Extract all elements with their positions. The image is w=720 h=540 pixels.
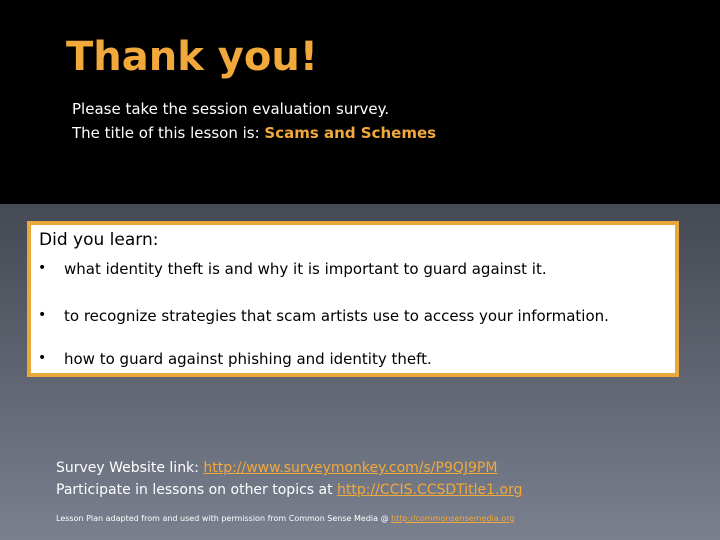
credit-link[interactable]: http://commonsensemedia.org — [391, 514, 515, 523]
title-banner — [0, 0, 720, 204]
lesson-title: Scams and Schemes — [264, 124, 437, 142]
lesson-title-line — [72, 121, 436, 145]
bullet-icon: • — [38, 260, 47, 276]
list-item-text: what identity theft is and why it is important to guard against it. — [64, 260, 547, 278]
participate-link[interactable]: http://CCIS.CCSDTitle1.org — [337, 482, 523, 498]
survey-instruction: Please take the session evaluation survey. — [72, 100, 390, 118]
survey-link-label: Survey Website link: — [56, 460, 204, 476]
slide-title: Thank you! — [66, 34, 319, 80]
participate-line — [56, 479, 523, 501]
participate-label: Participate in lessons on other topics at — [56, 482, 338, 498]
survey-link[interactable]: http://www.surveymonkey.com/s/P9QJ9PM — [203, 460, 498, 476]
bullet-icon: • — [38, 307, 47, 323]
learning-objectives-box — [27, 221, 679, 377]
bullet-icon: • — [38, 350, 47, 366]
lesson-title-prefix: The title of this lesson is: — [72, 124, 265, 142]
list-item-text: to recognize strategies that scam artists use to access your information. — [64, 307, 609, 325]
links-block — [56, 457, 523, 501]
list-item-text: how to guard against phishing and identity theft. — [64, 350, 432, 368]
survey-link-line — [56, 457, 523, 479]
learning-heading: Did you learn: — [39, 230, 159, 250]
slide-subtitle — [72, 97, 436, 145]
credit-line — [56, 514, 514, 523]
credit-text: Lesson Plan adapted from and used with permission from Common Sense Media @ — [56, 514, 392, 523]
